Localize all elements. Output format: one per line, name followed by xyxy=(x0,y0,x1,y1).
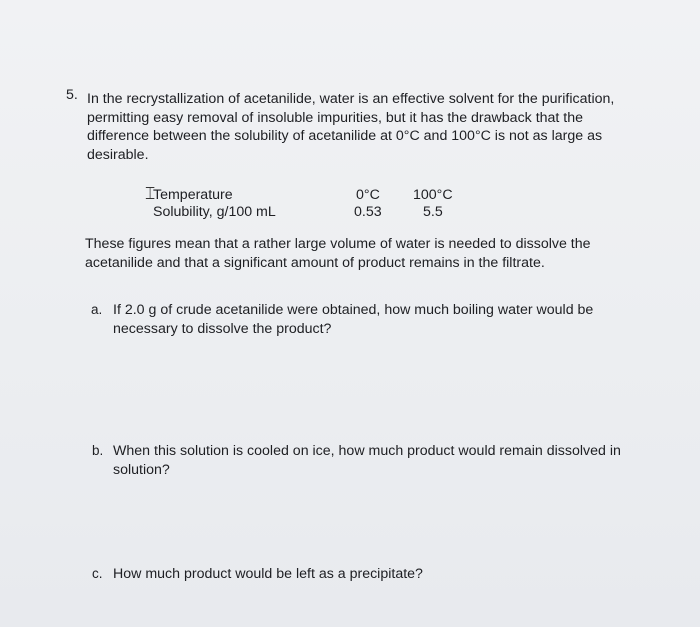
explanation-paragraph: These figures mean that a rather large volume of water is needed to dissolve the acetanilide and that a significant amount of product remains in the filtrate. xyxy=(85,236,591,271)
table-cell-solubility-100: 5.5 xyxy=(423,204,443,220)
table-cell-temperature-0: 0°C xyxy=(356,187,380,203)
subquestion-b-text: When this solution is cooled on ice, how much product would remain dissolved in solution? xyxy=(113,443,621,478)
table-row-label-temperature: Temperature xyxy=(153,187,233,203)
subquestion-a-text: If 2.0 g of crude acetanilide were obtained, how much boiling water would be necessary to dissolve the product? xyxy=(113,302,594,337)
question-number: 5. xyxy=(66,87,78,103)
subquestion-c-text: How much product would be left as a precipitate? xyxy=(113,566,423,582)
question-text: In the recrystallization of acetanilide, water is an effective solvent for the purification, permitting easy removal of insoluble impurities, but it has the drawback that the difference between the solubility of acetanilide at 0°C and 100°C is not as large as desirable. xyxy=(87,91,615,163)
table-cell-temperature-100: 100°C xyxy=(413,187,453,203)
table-cell-solubility-0: 0.53 xyxy=(354,204,382,220)
subquestion-c-letter: c. xyxy=(92,566,103,581)
table-row-label-solubility: Solubility, g/100 mL xyxy=(153,204,276,220)
subquestion-a-letter: a. xyxy=(91,302,103,317)
subquestion-b-letter: b. xyxy=(92,443,104,458)
text-cursor-icon: ⌶ xyxy=(145,184,156,203)
